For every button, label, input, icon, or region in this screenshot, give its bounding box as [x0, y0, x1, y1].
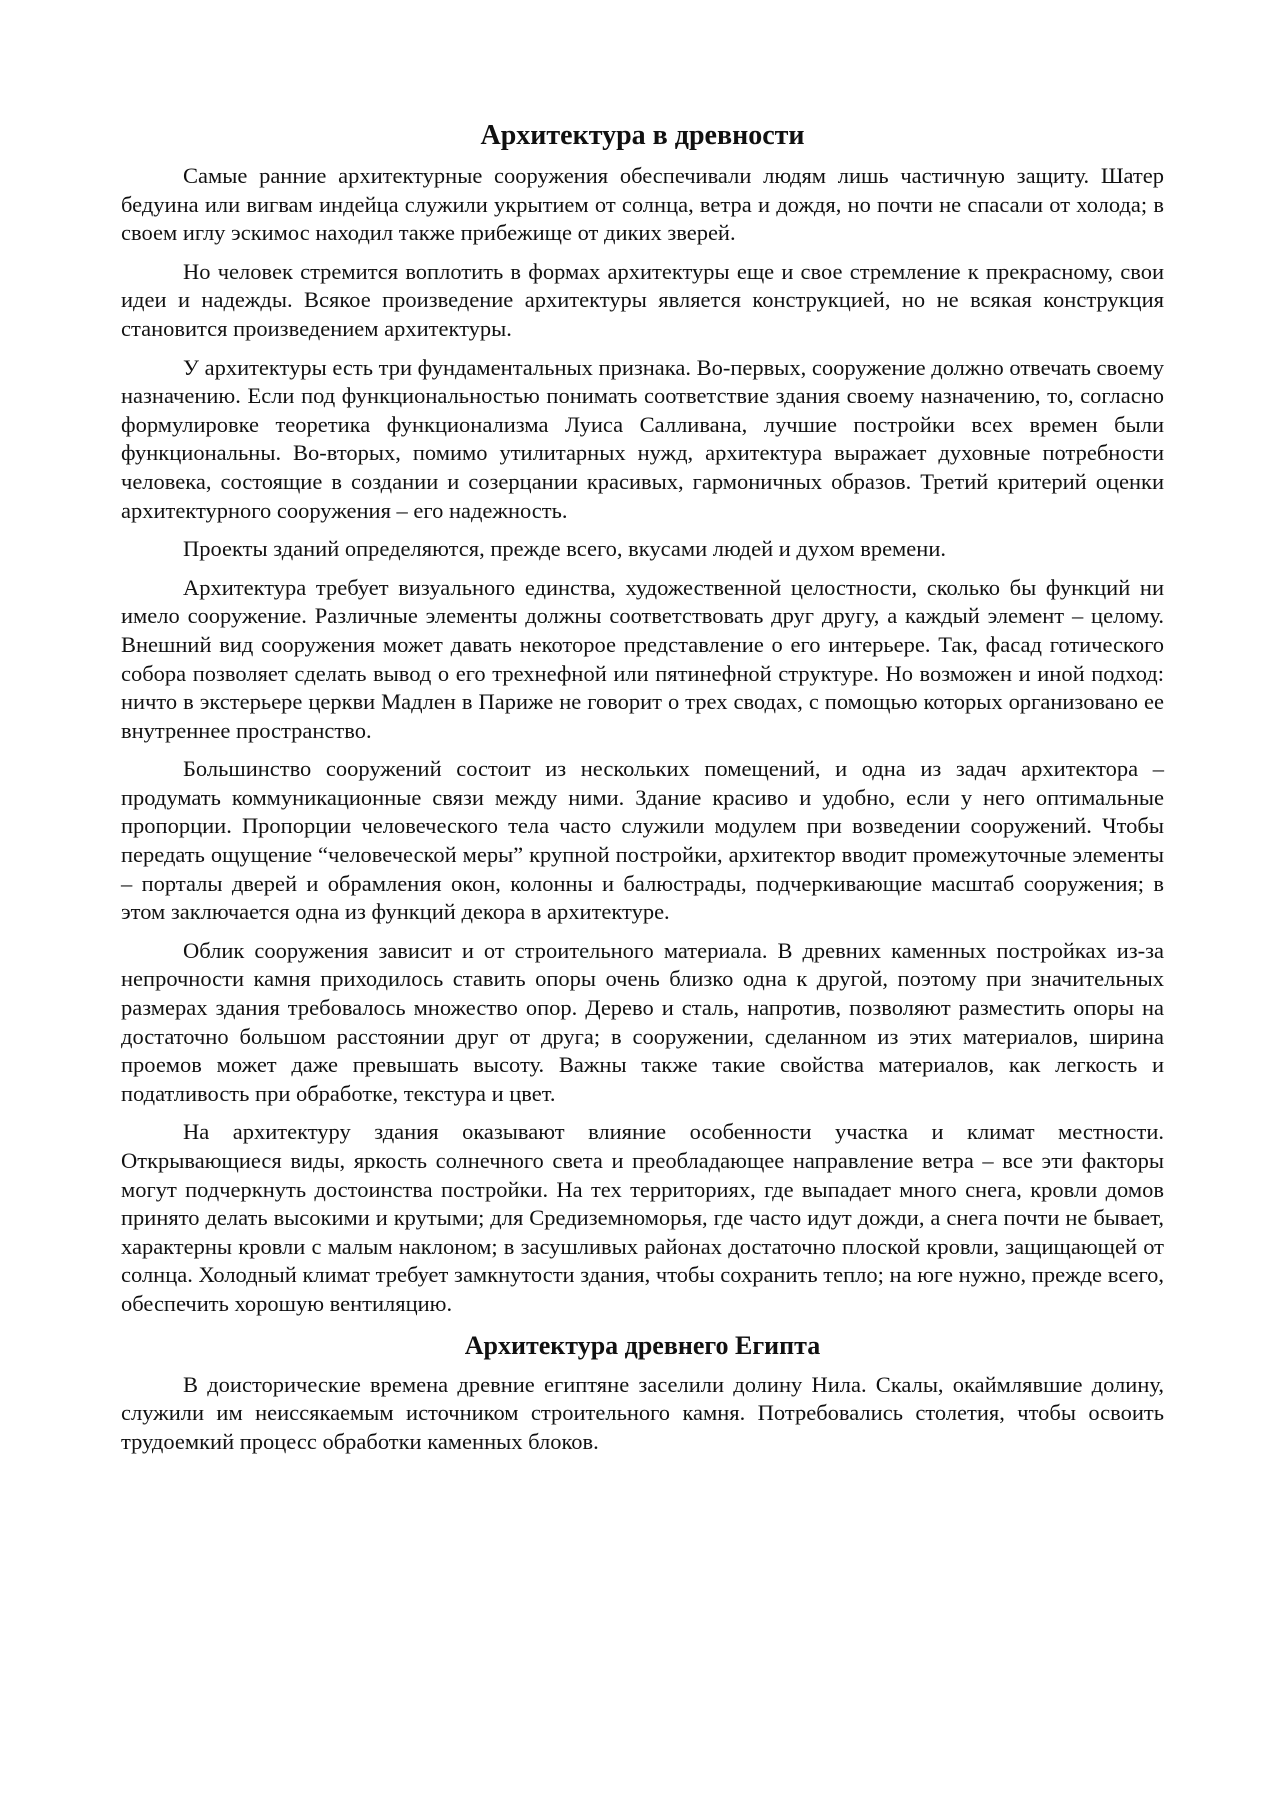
paragraph: Архитектура требует визуального единства, художественной целостности, сколько бы функций ни имело сооружение. Различные элементы должны соответствовать друг другу, а каждый элемент – целому. Внешний вид сооружения может давать некоторое представление о его интерьере. Так, фасад готического собора позволяет сделать вывод о его трехнефной или пятинефной структуре. Но возможен и иной подход: ничто в экстерьере церкви Мадлен в Париже не говорит о трех сводах, с помощью которых организовано ее внутреннее пространство.: [121, 574, 1164, 743]
paragraph: В доисторические времена древние египтяне заселили долину Нила. Скалы, окаймлявшие долину, служили им неиссякаемым источником строительного камня. Потребовались столетия, чтобы освоить трудоемкий процесс обработки каменных блоков.: [121, 1371, 1164, 1454]
paragraph: Но человек стремится воплотить в формах архитектуры еще и свое стремление к прекрасному, свои идеи и надежды. Всякое произведение архитектуры является конструкцией, но не всякая конструкция становится произведением архитектуры.: [121, 258, 1164, 341]
document-page: [121, 118, 1164, 1466]
document-title: Архитектура в древности: [480, 120, 805, 151]
paragraph: Облик сооружения зависит и от строительного материала. В древних каменных постройках из-за непрочности камня приходилось ставить опоры очень близко одна к другой, поэтому при значительных размерах здания требовалось множество опор. Дерево и сталь, напротив, позволяют разместить опоры на достаточно большом расстоянии друг от друга; в сооружении, сделанном из этих материалов, ширина проемов может даже превышать высоту. Важны также такие свойства материалов, как легкость и податливость при обработке, текстура и цвет.: [121, 937, 1164, 1106]
section-heading: Архитектура древнего Египта: [464, 1330, 821, 1360]
paragraph: Проекты зданий определяются, прежде всего, вкусами людей и духом времени.: [183, 536, 946, 562]
paragraph: На архитектуру здания оказывают влияние особенности участка и климат местности. Открывающиеся виды, яркость солнечного света и преобладающее направление ветра – все эти факторы могут подчеркнуть достоинства постройки. На тех территориях, где выпадает много снега, кровли домов принято делать высокими и крутыми; для Средиземноморья, где часто идут дожди, а снега почти не бывает, характерны кровли с малым наклоном; в засушливых районах достаточно плоской кровли, защищающей от солнца. Холодный климат требует замкнутости здания, чтобы сохранить тепло; на юге нужно, прежде всего, обеспечить хорошую вентиляцию.: [121, 1119, 1164, 1316]
paragraph: Самые ранние архитектурные сооружения обеспечивали людям лишь частичную защиту. Шатер бедуина или вигвам индейца служили укрытием от солнца, ветра и дождя, но почти не спасали от холода; в своем иглу эскимос находил также прибежище от диких зверей.: [121, 163, 1164, 246]
paragraph: Большинство сооружений состоит из нескольких помещений, и одна из задач архитектора – продумать коммуникационные связи между ними. Здание красиво и удобно, если у него оптимальные пропорции. Пропорции человеческого тела часто служили модулем при возведении сооружений. Чтобы передать ощущение “человеческой меры” крупной постройки, архитектор вводит промежуточные элементы – порталы дверей и обрамления окон, колонны и балюстрады, подчеркивающие масштаб сооружения; в этом заключается одна из функций декора в архитектуре.: [121, 756, 1164, 925]
paragraph: У архитектуры есть три фундаментальных признака. Во-первых, сооружение должно отвечать своему назначению. Если под функциональностью понимать соответствие здания своему назначению, то, согласно формулировке теоретика функционализма Луиса Салливана, лучшие постройки всех времен были функциональны. Во-вторых, помимо утилитарных нужд, архитектура выражает духовные потребности человека, состоящие в создании и созерцании красивых, гармоничных образов. Третий критерий оценки архитектурного сооружения – его надежность.: [121, 354, 1164, 523]
